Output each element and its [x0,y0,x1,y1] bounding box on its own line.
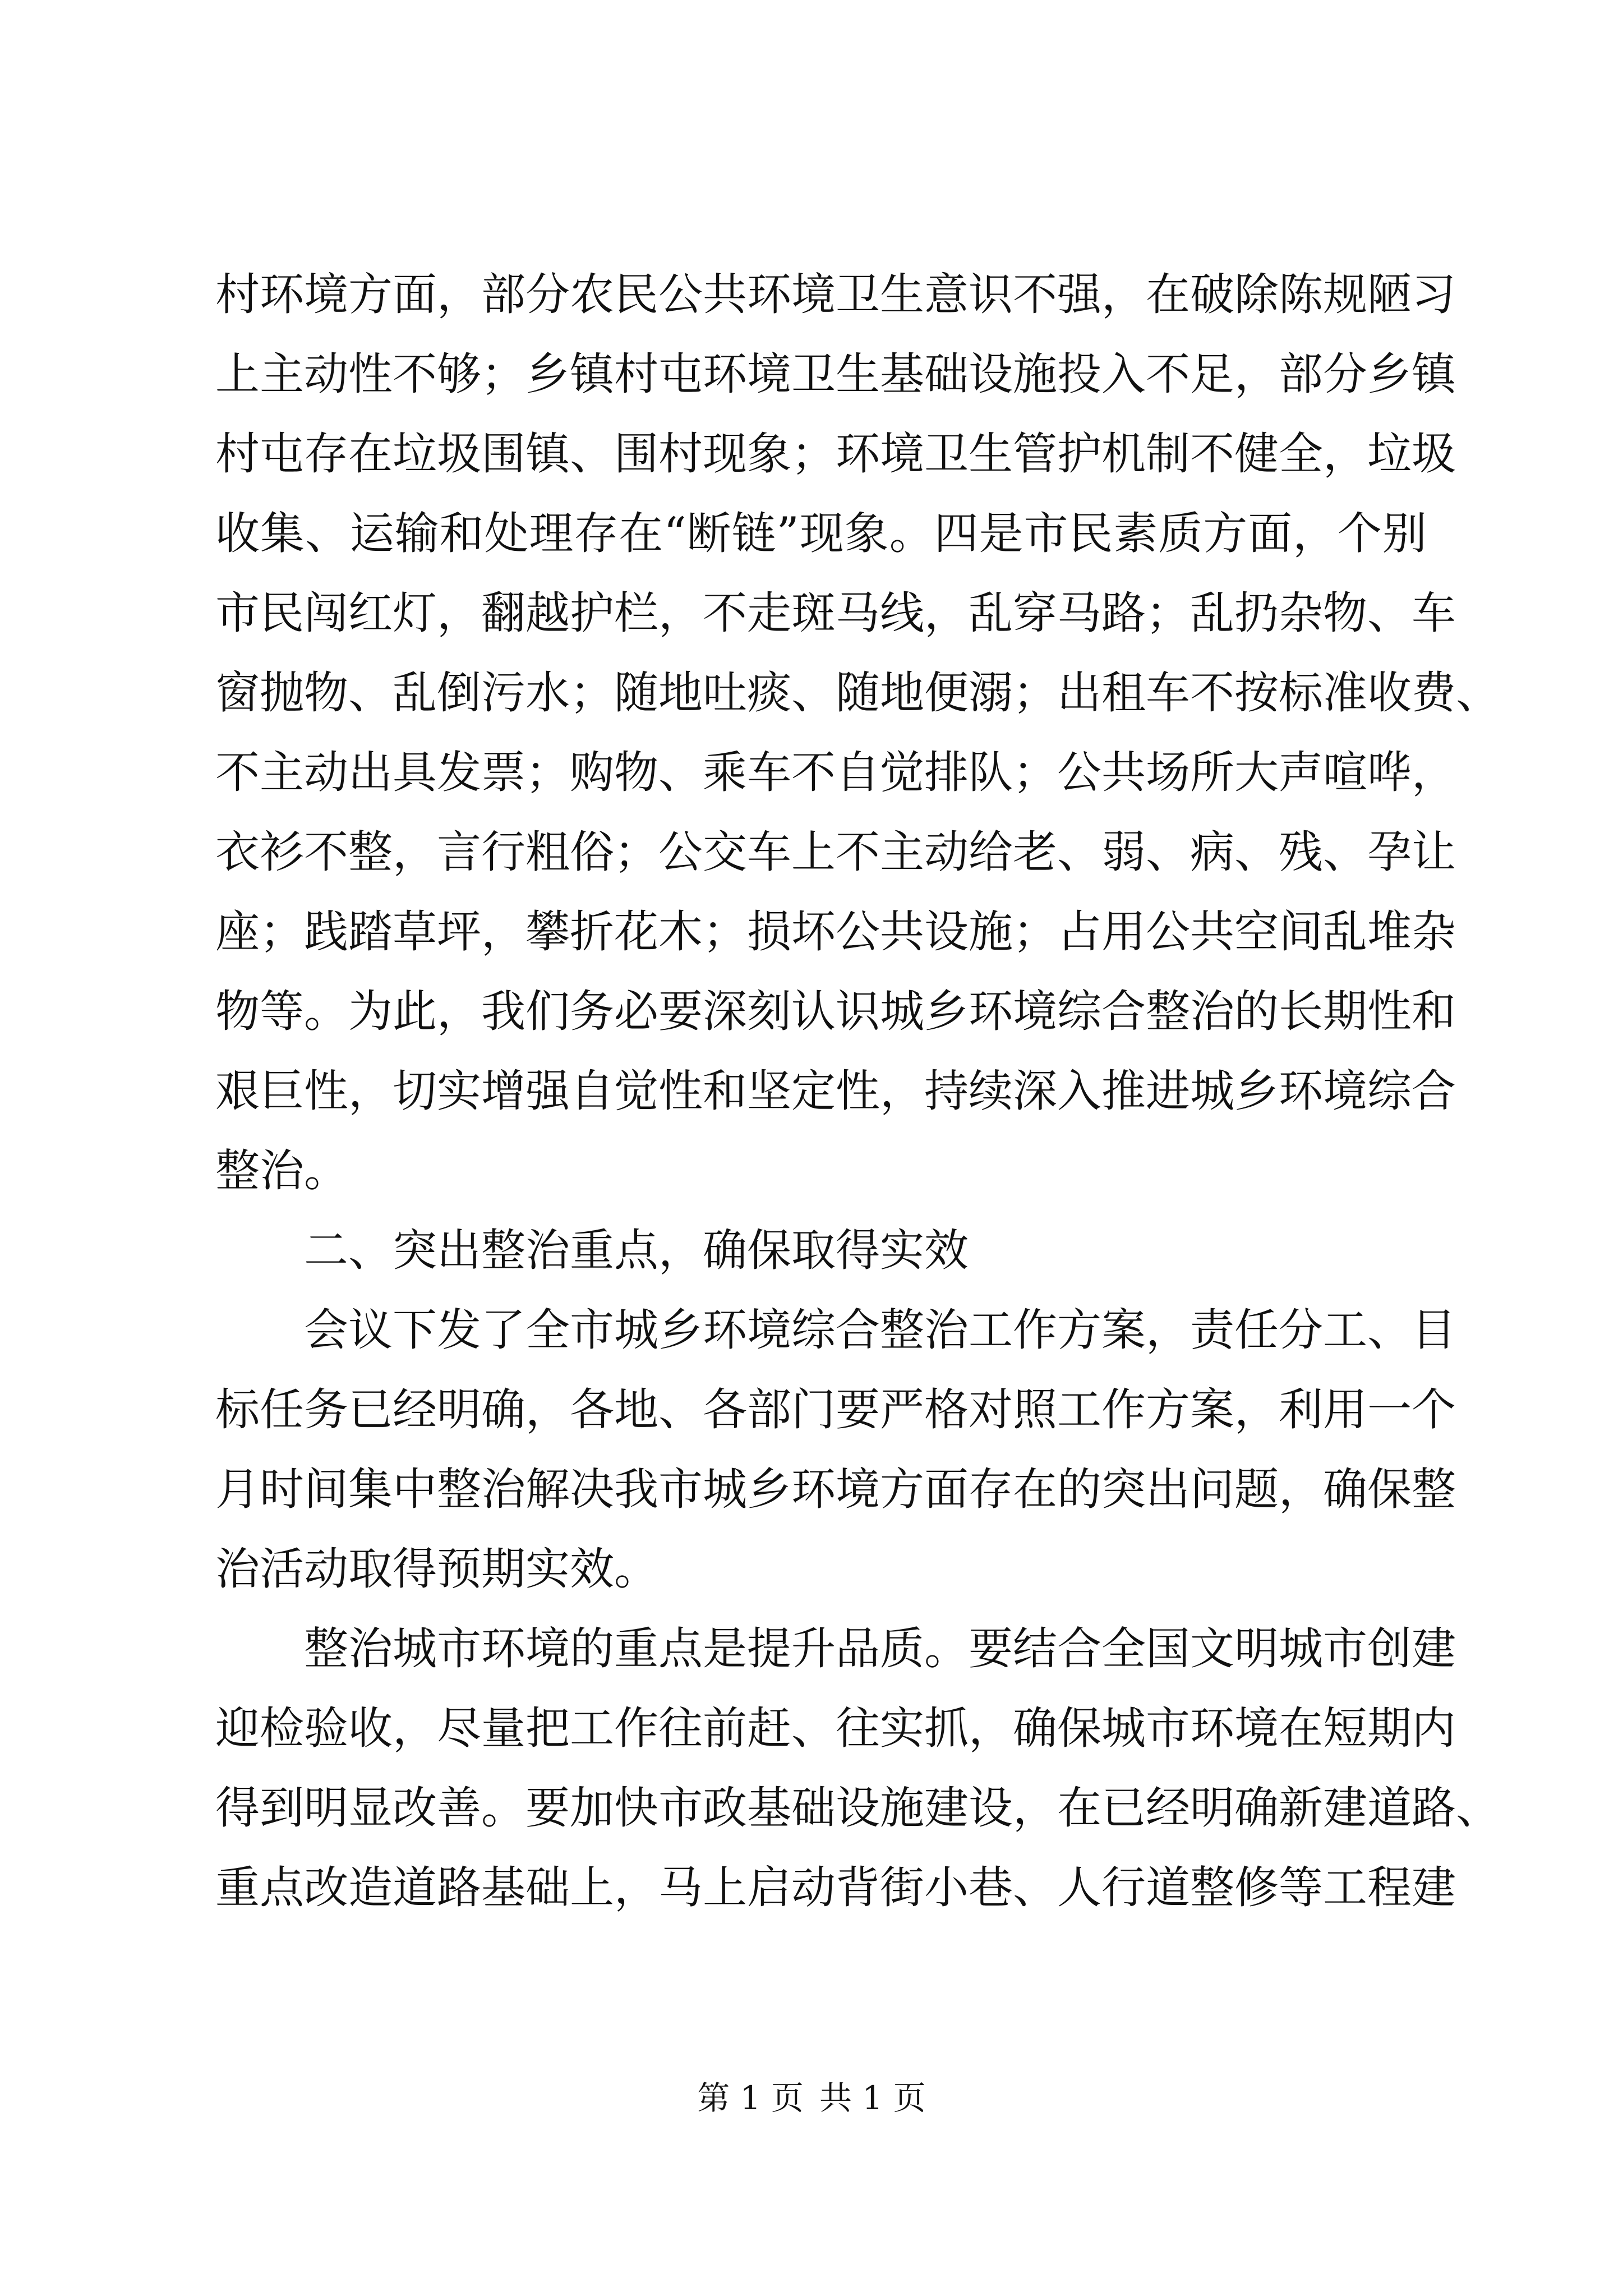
text-line: 月时间集中整治解决我市城乡环境方面存在的突出问题，确保整 [215,1464,1456,1515]
text-line: 村屯存在垃圾围镇、围村现象；环境卫生管护机制不健全，垃圾 [215,428,1456,480]
text-line: 收集、运输和处理存在“断链”现象。四是市民素质方面，个别 [215,508,1427,559]
text-line: 重点改造道路基础上，马上启动背街小巷、人行道整修等工程建 [215,1862,1456,1913]
text-line: 标任务已经明确，各地、各部门要严格对照工作方案，利用一个 [215,1384,1456,1435]
text-line: 治活动取得预期实效。 [215,1543,658,1595]
document-body [215,255,1500,1927]
text-line: 座；践踏草坪，攀折花木；损坏公共设施；占用公共空间乱堆杂 [215,906,1456,958]
text-line: 物等。为此，我们务必要深刻认识城乡环境综合整治的长期性和 [215,986,1456,1037]
text-line: 市民闯红灯，翻越护栏，不走斑马线，乱穿马路；乱扔杂物、车 [215,587,1456,639]
text-line: 不主动出具发票；购物、乘车不自觉排队；公共场所大声喧哗， [215,747,1456,798]
text-line: 得到明显改善。要加快市政基础设施建设，在已经明确新建道路、 [215,1782,1500,1834]
text-line: 窗抛物、乱倒污水；随地吐痰、随地便溺；出租车不按标准收费、 [215,667,1500,719]
text-line: 整治。 [215,1145,348,1197]
page-number: 第 1 页 [697,2079,804,2117]
text-line: 迎检验收，尽量把工作往前赶、往实抓，确保城市环境在短期内 [215,1703,1456,1754]
page-total: 共 1 页 [819,2079,926,2117]
text-line: 整治城市环境的重点是提升品质。要结合全国文明城市创建 [304,1623,1456,1674]
text-line: 艰巨性，切实增强自觉性和坚定性，持续深入推进城乡环境综合 [215,1065,1456,1117]
text-line: 上主动性不够；乡镇村屯环境卫生基础设施投入不足，部分乡镇 [215,348,1456,400]
text-line: 衣衫不整，言行粗俗；公交车上不主动给老、弱、病、残、孕让 [215,826,1456,878]
text-line: 村环境方面，部分农民公共环境卫生意识不强，在破除陈规陋习 [215,269,1456,320]
text-line: 会议下发了全市城乡环境综合整治工作方案，责任分工、目 [304,1304,1456,1356]
page-footer [0,2076,1623,2120]
text-line: 二、突出整治重点，确保取得实效 [304,1225,969,1276]
